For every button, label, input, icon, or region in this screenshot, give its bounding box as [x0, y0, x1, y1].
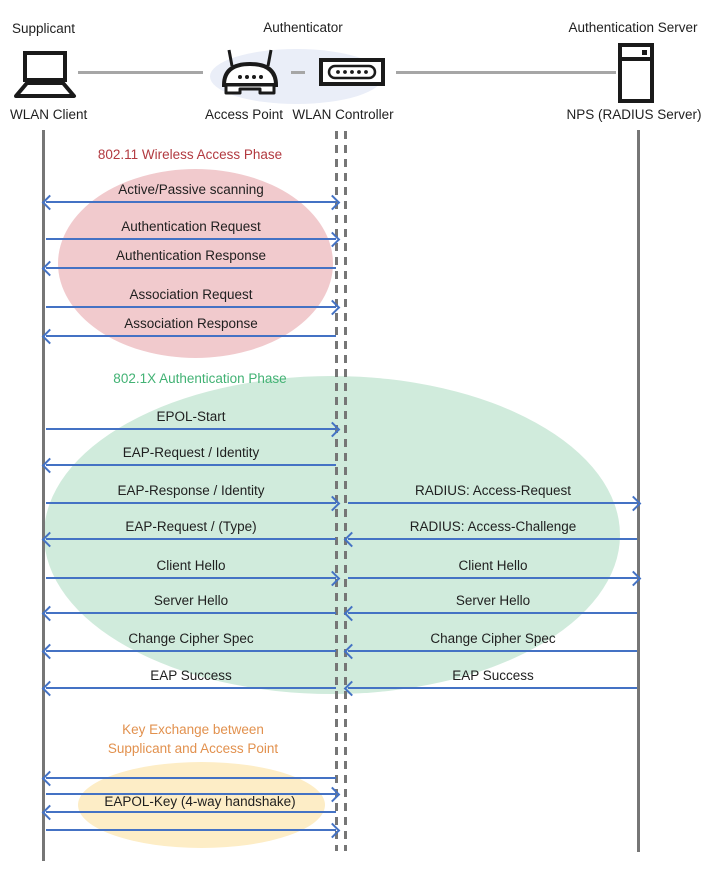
message-arrow	[46, 612, 336, 614]
message-arrow	[46, 201, 336, 203]
message-label: Client Hello	[458, 558, 528, 573]
message-label: EAP Success	[150, 668, 232, 683]
role-label-supplicant: Supplicant	[12, 21, 76, 36]
message-arrow	[46, 777, 336, 779]
connector-ap-controller	[291, 71, 305, 74]
message-label: Active/Passive scanning	[118, 182, 264, 197]
message-label: Server Hello	[153, 593, 229, 608]
message-arrow	[46, 811, 336, 813]
phase3-title-line1: Key Exchange between	[122, 722, 264, 737]
message-label: EAP-Request / Identity	[122, 445, 260, 460]
connector-client-ap	[78, 71, 203, 74]
message-arrow	[46, 577, 336, 579]
node-label-access-point: Access Point	[204, 107, 284, 122]
message-label: Change Cipher Spec	[128, 631, 254, 646]
node-label-wlan-client: WLAN Client	[10, 107, 88, 122]
message-arrow	[348, 687, 637, 689]
message-label: Client Hello	[156, 558, 226, 573]
message-label: EAP-Response / Identity	[117, 483, 265, 498]
message-arrow	[46, 267, 336, 269]
message-label: EAP-Request / (Type)	[125, 519, 257, 534]
message-label: EAPOL-Key (4-way handshake)	[104, 794, 296, 809]
node-label-nps-radius-server: NPS (RADIUS Server)	[566, 107, 702, 122]
lifeline-wlan-client	[42, 130, 45, 861]
phase1-title: 802.11 Wireless Access Phase	[97, 147, 283, 162]
message-arrow	[348, 502, 637, 504]
message-arrow	[46, 650, 336, 652]
connector-controller-server	[396, 71, 616, 74]
node-label-wlan-controller: WLAN Controller	[292, 107, 394, 122]
message-label: Change Cipher Spec	[430, 631, 556, 646]
message-label: Authentication Request	[121, 219, 261, 234]
server-icon	[617, 43, 655, 103]
phase3-title-line2: Supplicant and Access Point	[107, 741, 279, 756]
message-label: RADIUS: Access-Challenge	[409, 519, 577, 534]
message-arrow	[348, 538, 637, 540]
message-arrow	[46, 538, 336, 540]
role-label-authentication-server: Authentication Server	[568, 20, 698, 35]
message-label: Association Response	[124, 316, 258, 331]
message-arrow	[46, 428, 336, 430]
phase2-title: 802.1X Authentication Phase	[113, 371, 287, 386]
lifeline-radius-server	[637, 130, 640, 852]
message-arrow	[46, 238, 336, 240]
access-point-icon	[217, 47, 283, 97]
lifeline-dashed-right	[344, 131, 347, 851]
message-arrow	[46, 464, 336, 466]
message-arrow	[46, 687, 336, 689]
message-arrow	[46, 306, 336, 308]
message-label: Authentication Response	[115, 248, 267, 263]
message-arrow	[348, 612, 637, 614]
message-label: Server Hello	[455, 593, 531, 608]
message-label: EAP Success	[452, 668, 534, 683]
laptop-icon	[12, 50, 78, 102]
message-arrow	[348, 650, 637, 652]
wlan-controller-icon	[319, 58, 385, 86]
message-label: Association Request	[129, 287, 253, 302]
message-label: RADIUS: Access-Request	[414, 483, 572, 498]
message-arrow	[46, 829, 336, 831]
message-label: EPOL-Start	[156, 409, 226, 424]
message-arrow	[46, 502, 336, 504]
role-label-authenticator: Authenticator	[263, 20, 343, 35]
message-arrow	[348, 577, 637, 579]
message-arrow	[46, 335, 336, 337]
